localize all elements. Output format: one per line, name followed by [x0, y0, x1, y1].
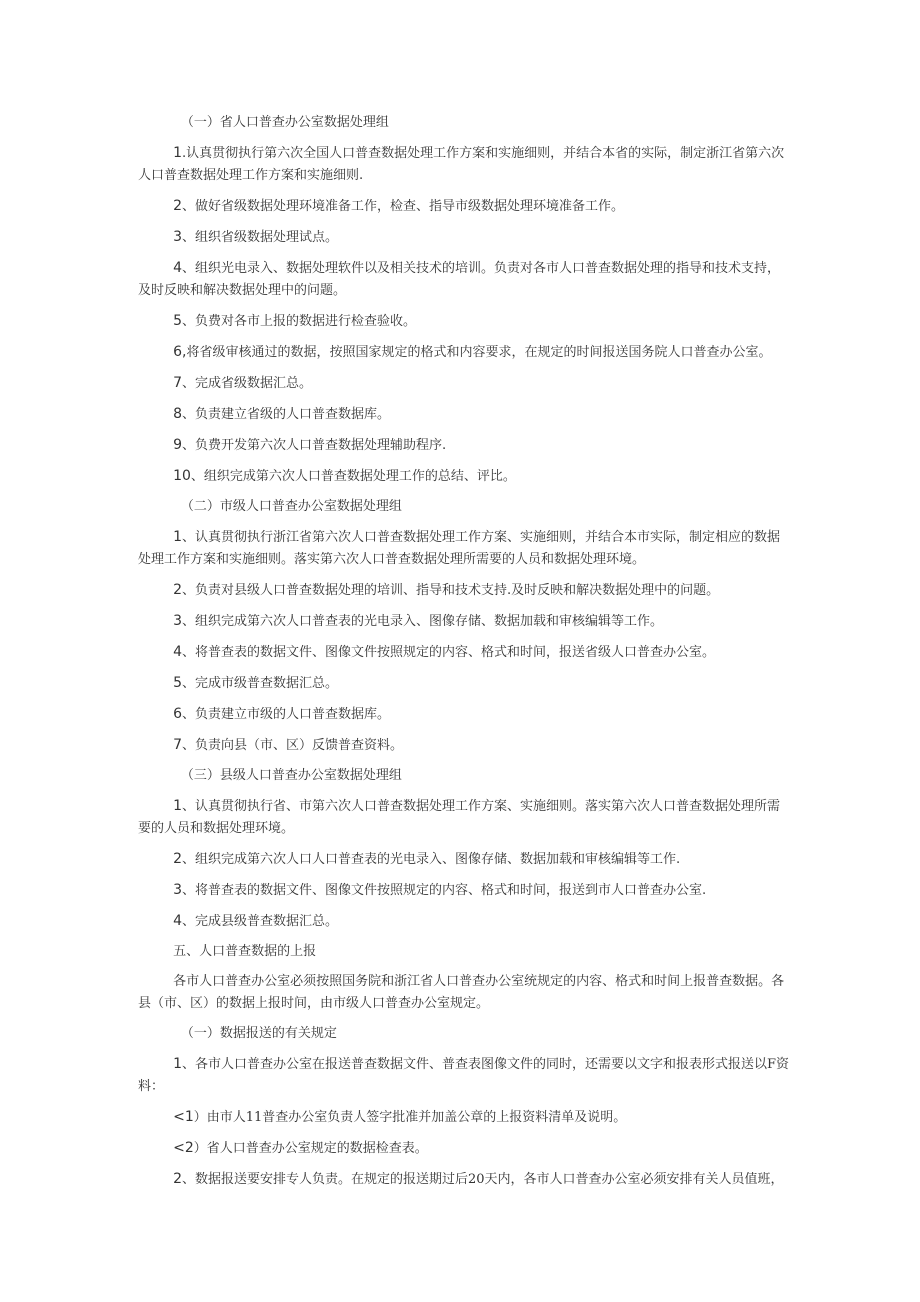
item-number: 6: [173, 706, 183, 722]
paragraph: [138, 579, 790, 602]
paragraph-text: 五、人口普查数据的上报: [173, 944, 317, 959]
paragraph: [138, 795, 790, 840]
paragraph: [138, 142, 790, 187]
item-number: 2: [173, 1171, 183, 1187]
paragraph: [138, 879, 790, 902]
paragraph: [138, 734, 790, 757]
paragraph-text: 、做好省级数据处理环境准备工作，检查、指导市级数据处理环境准备工作。: [182, 199, 625, 214]
paragraph-text: ）由市人11普查办公室负责人签字批准并加盖公章的上报资料清单及说明。: [193, 1110, 627, 1125]
paragraph: [138, 1053, 790, 1098]
paragraph: [138, 341, 790, 364]
paragraph-text: （二）市级人口普查办公室数据处理组: [180, 499, 402, 514]
item-number: 3: [173, 613, 183, 629]
paragraph: [138, 226, 790, 249]
paragraph: [138, 1106, 790, 1129]
paragraph: [138, 1168, 790, 1191]
item-number: 4: [173, 644, 183, 660]
paragraph-text: 、组织省级数据处理试点。: [182, 230, 339, 245]
item-number: 9: [173, 437, 183, 453]
item-number: 5: [173, 313, 183, 329]
paragraph-text: 各市人口普查办公室必须按照国务院和浙江省人口普查办公室统规定的内容、格式和时间上报普查数据。各县（市、区）的数据上报时间，由市级人口普查办公室规定。: [138, 974, 785, 1011]
item-number: 10: [173, 468, 191, 484]
paragraph-text: 、负费对各市上报的数据进行检查验收。: [182, 314, 417, 329]
paragraph-text: 、负责向县（市、区）反馈普查资料。: [182, 738, 404, 753]
section-heading: [138, 1023, 790, 1045]
section-heading: [138, 496, 790, 518]
item-number: 1: [173, 529, 183, 545]
item-number: 6,: [173, 344, 187, 360]
paragraph: [138, 434, 790, 457]
paragraph: [138, 195, 790, 218]
section-heading: [138, 765, 790, 787]
item-number: 5: [173, 675, 183, 691]
item-number: <1: [173, 1109, 194, 1125]
item-number: 1: [173, 1056, 183, 1072]
paragraph: [138, 941, 790, 963]
item-number: 1: [173, 145, 183, 161]
paragraph-text: 、完成省级数据汇总。: [182, 376, 313, 391]
paragraph: [138, 403, 790, 426]
item-number: 4: [173, 260, 183, 276]
paragraph: [138, 1137, 790, 1160]
item-number: 1: [173, 798, 183, 814]
item-number: 7: [173, 737, 183, 753]
paragraph-text: 、负费开发第六次人口普查数据处理辅助程序.: [182, 438, 447, 453]
paragraph: [138, 672, 790, 695]
paragraph-text: （一）数据报送的有关规定: [180, 1026, 337, 1041]
item-number: 7: [173, 375, 183, 391]
paragraph: [138, 465, 790, 488]
paragraph-text: 、各市人口普查办公室在报送普查数据文件、普查表图像文件的同时，还需要以文字和报表形式报送以F资料：: [138, 1057, 790, 1094]
paragraph-text: 、负责建立市级的人口普查数据库。: [182, 707, 391, 722]
paragraph: [138, 848, 790, 871]
item-number: 3: [173, 882, 183, 898]
paragraph-text: （三）县级人口普查办公室数据处理组: [180, 768, 402, 783]
paragraph-text: ）省人口普查办公室规定的数据检查表。: [193, 1141, 428, 1156]
paragraph: [138, 910, 790, 933]
item-number: 2: [173, 851, 183, 867]
paragraph-text: 、组织完成第六次人口普查数据处理工作的总结、评比。: [190, 469, 516, 484]
item-number: 2: [173, 582, 183, 598]
paragraph: [138, 703, 790, 726]
paragraph-text: 、认真贯彻执行浙江省第六次人口普查数据处理工作方案、实施细则，并结合本市实际，制定相应的数据处理工作方案和实施细则。落实第六次人口普查数据处理所需要的人员和数据处理环境。: [138, 530, 781, 567]
paragraph-text: 将省级审核通过的数据，按照国家规定的格式和内容要求，在规定的时间报送国务院人口普查办公室。: [186, 345, 772, 360]
paragraph: [138, 610, 790, 633]
paragraph-text: 、数据报送要安排专人负责。在规定的报送期过后20天内，各市人口普查办公室必须安排有关人员值班，: [182, 1172, 784, 1187]
paragraph-text: 、负责对县级人口普查数据处理的培训、指导和技术支持.及时反映和解决数据处理中的问题。: [182, 583, 720, 598]
paragraph-text: .认真贯彻执行第六次全国人口普查数据处理工作方案和实施细则，并结合本省的实际，制定浙江省第六次人口普查数据处理工作方案和实施细则.: [138, 146, 785, 183]
item-number: 2: [173, 198, 183, 214]
paragraph: [138, 641, 790, 664]
paragraph-text: 、组织完成第六次人口普查表的光电录入、图像存储、数据加载和审核编辑等工作。: [182, 614, 664, 629]
paragraph-text: 、组织完成第六次人口人口普查表的光电录入、图像存储、数据加载和审核编辑等工作.: [182, 852, 681, 867]
paragraph-text: 、组织光电录入、数据处理软件以及相关技术的培训。负责对各市人口普查数据处理的指导和技术支持，及时反映和解决数据处理中的问题。: [138, 261, 781, 298]
paragraph: [138, 526, 790, 571]
paragraph-text: 、将普查表的数据文件、图像文件按照规定的内容、格式和时间，报送到市人口普查办公室.: [182, 883, 707, 898]
item-number: 3: [173, 229, 183, 245]
paragraph-text: 、完成县级普查数据汇总。: [182, 914, 339, 929]
paragraph-text: （一）省人口普查办公室数据处理组: [180, 115, 389, 130]
paragraph: [138, 971, 790, 1015]
item-number: 4: [173, 913, 183, 929]
paragraph: [138, 372, 790, 395]
paragraph-text: 、将普查表的数据文件、图像文件按照规定的内容、格式和时间，报送省级人口普查办公室。: [182, 645, 716, 660]
paragraph: [138, 310, 790, 333]
section-heading: [138, 112, 790, 134]
document-body: [138, 112, 790, 1199]
paragraph-text: 、认真贯彻执行省、市第六次人口普查数据处理工作方案、实施细则。落实第六次人口普查数据处理所需要的人员和数据处理环境。: [138, 799, 781, 836]
item-number: 8: [173, 406, 183, 422]
paragraph: [138, 257, 790, 302]
paragraph-text: 、负责建立省级的人口普查数据库。: [182, 407, 391, 422]
item-number: <2: [173, 1140, 194, 1156]
paragraph-text: 、完成市级普查数据汇总。: [182, 676, 339, 691]
